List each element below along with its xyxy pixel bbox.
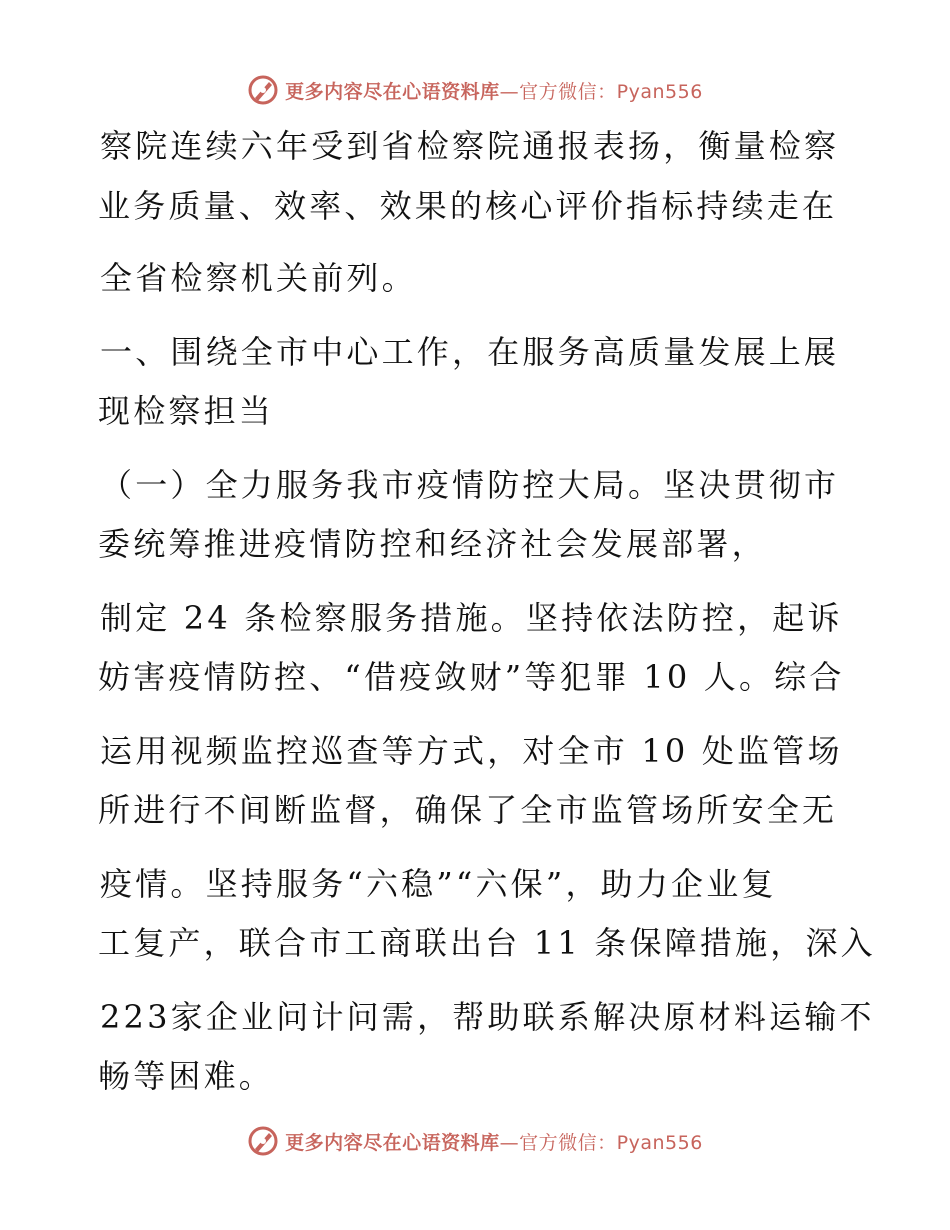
watermark-contact-text: —官方微信：Pyan556 (499, 1131, 703, 1154)
pen-logo-icon (247, 74, 279, 106)
header-watermark (0, 70, 950, 110)
body-line: 畅等困难。 (98, 1057, 275, 1095)
body-line: 工复产，联合市工商联出台 11 条保障措施，深入 (98, 924, 876, 962)
body-line: 223家企业问计问需，帮助联系解决原材料运输不 (100, 998, 875, 1036)
body-line: 疫情。坚持服务“六稳”“六保”，助力企业复 (100, 865, 777, 903)
body-line: 委统筹推进疫情防控和经济社会发展部署， (98, 525, 767, 563)
body-line: （一）全力服务我市疫情防控大局。坚决贯彻市 (100, 466, 840, 504)
watermark-main-text: 更多内容尽在心语资料库 (285, 1131, 500, 1154)
body-line: 制定 24 条检察服务措施。坚持依法防控，起诉 (100, 599, 843, 637)
body-line: 妨害疫情防控、“借疫敛财”等犯罪 10 人。综合 (98, 658, 845, 696)
pen-logo-icon (247, 1125, 279, 1157)
body-line: 察院连续六年受到省检察院通报表扬，衡量检察 (100, 127, 840, 165)
section-heading-line: 现检察担当 (98, 392, 275, 430)
watermark-main-text: 更多内容尽在心语资料库 (285, 80, 500, 103)
footer-watermark (0, 1121, 950, 1161)
body-line: 业务质量、效率、效果的核心评价指标持续走在 (98, 187, 838, 225)
watermark-contact-text: —官方微信：Pyan556 (499, 80, 703, 103)
section-heading-line: 一、围绕全市中心工作，在服务高质量发展上展 (100, 333, 840, 371)
body-line: 所进行不间断监督，确保了全市监管场所安全无 (98, 791, 838, 829)
body-line: 运用视频监控巡查等方式，对全市 10 处监管场 (100, 732, 843, 770)
body-line: 全省检察机关前列。 (100, 259, 417, 297)
